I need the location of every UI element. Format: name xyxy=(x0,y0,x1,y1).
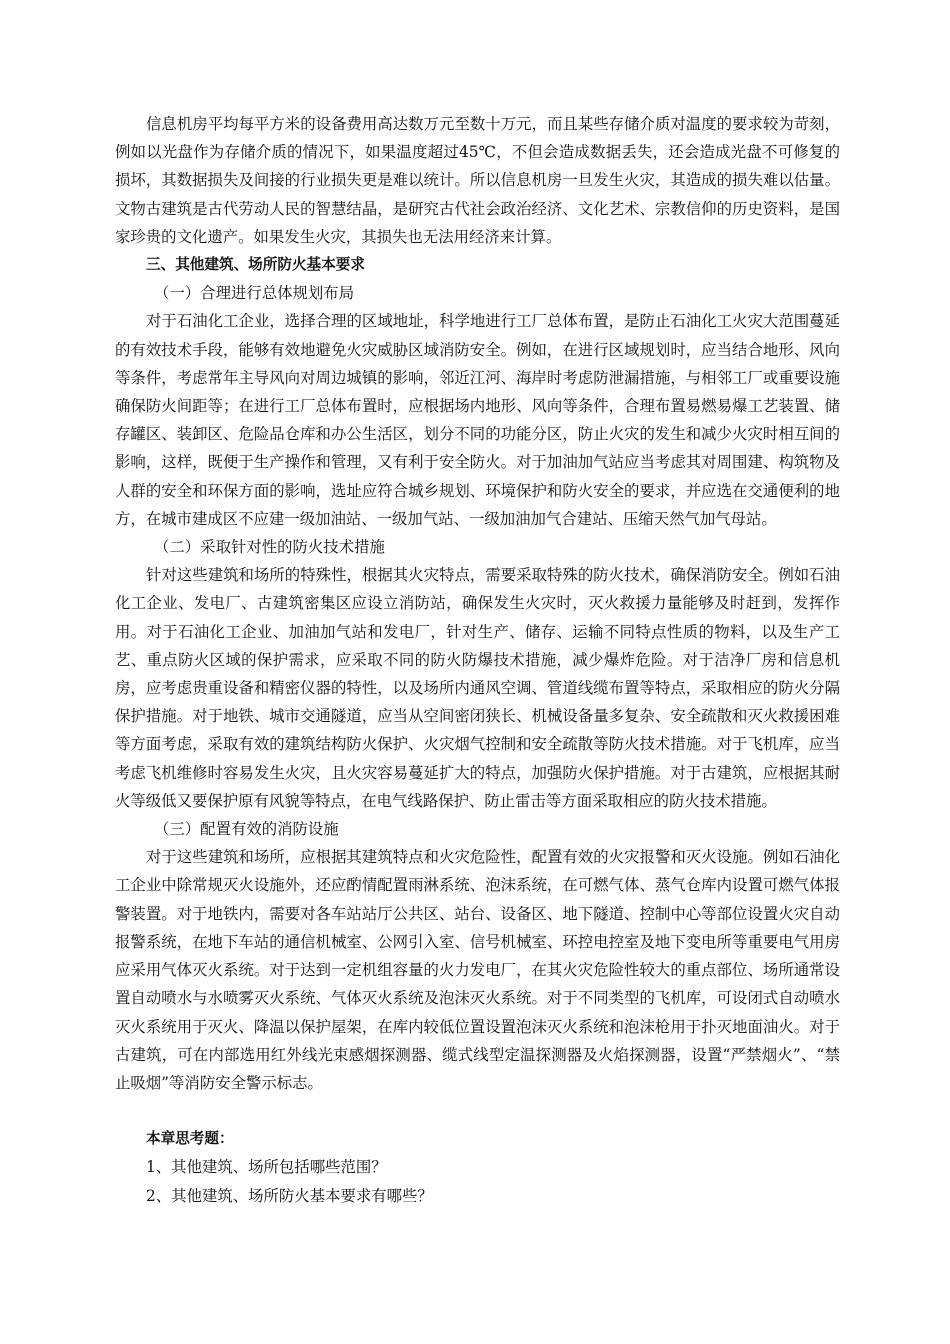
subsection-3-paragraph: 对于这些建筑和场所，应根据其建筑特点和火灾危险性，配置有效的火灾报警和灭火设施。例如石油化工企业中除常规灭火设施外，还应酌情配置雨淋系统、泡沫系统，在可燃气体、蒸气仓库内设置可燃气体报警装置。对于地铁内，需要对各车站站厅公共区、站台、设备区、地下隧道、控制中心等部位设置火灾自动报警系统，在地下车站的通信机械室、公网引入室、信号机械室、环控电控室及地下变电所等重要电气用房应采用气体灭火系统。对于达到一定机组容量的火力发电厂，在其火灾危险性较大的重点部位、场所通常设置自动喷水与水喷雾灭火系统、气体灭火系统及泡沫灭火系统。对于不同类型的飞机库，可设闭式自动喷水灭火系统用于灭火、降温以保护屋架，在库内较低位置设置泡沫灭火系统和泡沫枪用于扑灭地面油火。对于古建筑，可在内部选用红外线光束感烟探测器、缆式线型定温探测器及火焰探测器，设置“严禁烟火”、“禁止吸烟”等消防安全警示标志。 xyxy=(115,848,840,1092)
section-heading: 三、其他建筑、场所防火基本要求 xyxy=(146,256,365,274)
subsection-1-paragraph: 对于石油化工企业，选择合理的区域地址，科学地进行工厂总体布置，是防止石油化工火灾大范围蔓延的有效技术手段，能够有效地避免火灾威胁区域消防安全。例如，在进行区域规划时，应当结合地形、风向等条件，考虑常年主导风向对周边城镇的影响，邻近江河、海岸时考虑防泄漏措施，与相邻工厂或重要设施确保防火间距等；在进行工厂总体布置时，应根据场内地形、风向等条件，合理布置易燃易爆工艺装置、储存罐区、装卸区、危险品仓库和办公生活区，划分不同的功能分区，防止火灾的发生和减少火灾时相互间的影响，这样，既便于生产操作和管理，又有利于安全防火。对于加油加气站应当考虑其对周围建、构筑物及人群的安全和环保方面的影响，选址应符合城乡规划、环境保护和防火安全的要求，并应选在交通便利的地方，在城市建成区不应建一级加油站、一级加气站、一级加油加气合建站、压缩天然气加气母站。 xyxy=(115,312,840,528)
subsection-heading-1: （一）合理进行总体规划布局 xyxy=(154,284,355,303)
question-item: 2、其他建筑、场所防火基本要求有哪些？ xyxy=(146,1186,433,1205)
questions-heading: 本章思考题： xyxy=(146,1130,234,1148)
subsection-heading-3: （三）配置有效的消防设施 xyxy=(154,820,339,839)
spacer xyxy=(115,1097,840,1125)
subsection-heading-2: （二）采取针对性的防火技术措施 xyxy=(154,538,385,557)
document-page xyxy=(115,110,840,1210)
intro-paragraph: 信息机房平均每平方米的设备费用高达数万元至数十万元，而且某些存储介质对温度的要求较为苛刻，例如以光盘作为存储介质的情况下，如果温度超过45℃，不但会造成数据丢失，还会造成光盘不可修复的损坏，其数据损失及间接的行业损失更是难以统计。所以信息机房一旦发生火灾，其造成的损失难以估量。文物古建筑是古代劳动人民的智慧结晶，是研究古代社会政治经济、文化艺术、宗教信仰的历史资料，是国家珍贵的文化遗产。如果发生火灾，其损失也无法用经济来计算。 xyxy=(115,115,840,246)
question-item: 1、其他建筑、场所包括哪些范围？ xyxy=(146,1158,387,1177)
subsection-2-paragraph: 针对这些建筑和场所的特殊性，根据其火灾特点，需要采取特殊的防火技术，确保消防安全。例如石油化工企业、发电厂、古建筑密集区应设立消防站，确保发生火灾时，灭火救援力量能够及时赶到，发挥作用。对于石油化工企业、加油加气站和发电厂，针对生产、储存、运输不同特点性质的物料，以及生产工艺、重点防火区域的保护需求，应采取不同的防火防爆技术措施，减少爆炸危险。对于洁净厂房和信息机房，应考虑贵重设备和精密仪器的特性，以及场所内通风空调、管道线缆布置等特点，采取相应的防火分隔保护措施。对于地铁、城市交通隧道，应当从空间密闭狭长、机械设备量多复杂、安全疏散和灭火救援困难等方面考虑，采取有效的建筑结构防火保护、火灾烟气控制和安全疏散等防火技术措施。对于飞机库，应当考虑飞机维修时容易发生火灾，且火灾容易蔓延扩大的特点，加强防火保护措施。对于古建筑，应根据其耐火等级低又要保护原有风貌等特点，在电气线路保护、防止雷击等方面采取相应的防火技术措施。 xyxy=(115,566,840,810)
